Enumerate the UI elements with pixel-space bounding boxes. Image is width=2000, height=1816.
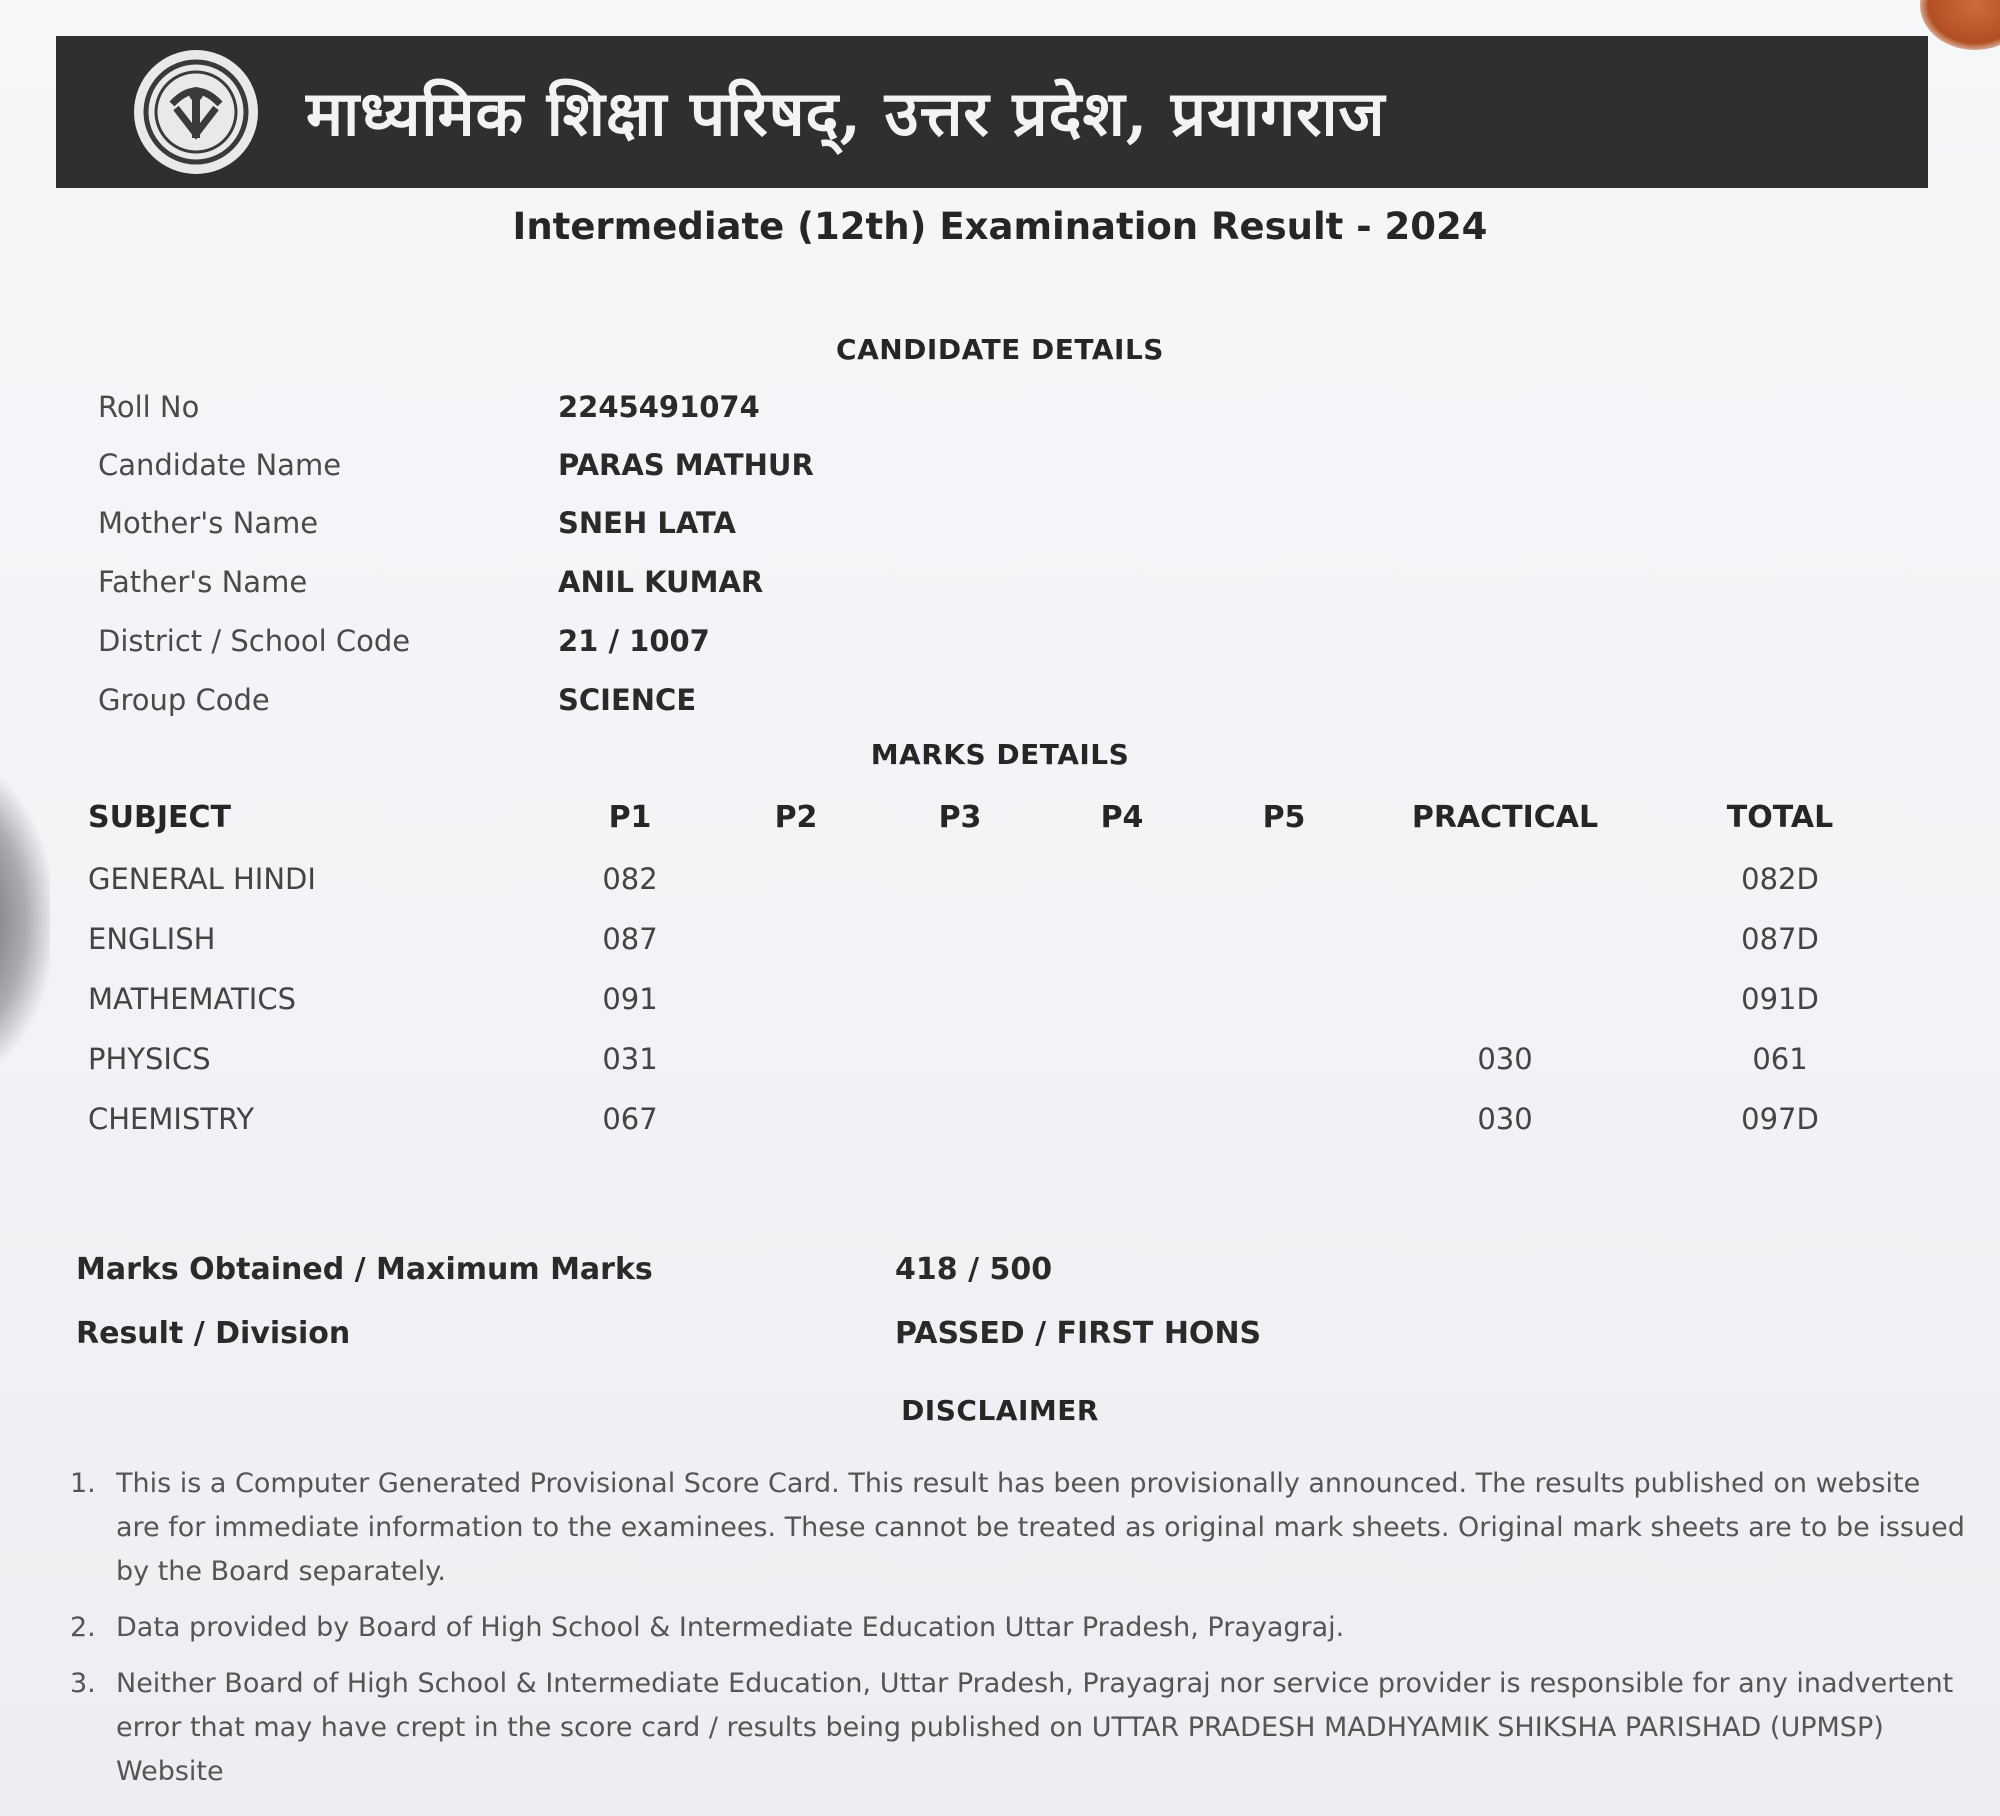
header-p1: P1	[608, 800, 652, 835]
candidate-label: District / School Code	[98, 624, 411, 658]
candidate-row	[0, 624, 2000, 664]
finger-shadow	[0, 760, 50, 1080]
marks-obtained-value: 418 / 500	[895, 1252, 1053, 1287]
disclaimer-number: 3.	[70, 1668, 96, 1699]
marks-header-row	[0, 800, 2000, 844]
total-cell: 091D	[1741, 982, 1819, 1016]
exam-title: Intermediate (12th) Examination Result - 2024	[512, 205, 1488, 248]
header-p5: P5	[1262, 800, 1306, 835]
header-banner	[56, 36, 1928, 188]
total-cell: 082D	[1741, 862, 1819, 896]
result-division-label: Result / Division	[76, 1316, 351, 1351]
candidate-value: SCIENCE	[558, 683, 697, 717]
header-p3: P3	[938, 800, 982, 835]
candidate-value: PARAS MATHUR	[558, 448, 814, 482]
candidate-value: SNEH LATA	[558, 506, 736, 540]
total-cell: 061	[1752, 1042, 1808, 1076]
candidate-label: Mother's Name	[98, 506, 319, 540]
table-row	[0, 1102, 2000, 1146]
list-item	[70, 1662, 1970, 1794]
subject-cell: GENERAL HINDI	[88, 862, 316, 896]
disclaimer-text: Data provided by Board of High School & Intermediate Education Uttar Pradesh, Prayagraj.	[116, 1612, 1345, 1643]
p1-cell: 031	[602, 1042, 658, 1076]
practical-cell: 030	[1477, 1102, 1533, 1136]
disclaimer-number: 2.	[70, 1612, 96, 1643]
candidate-label: Roll No	[98, 390, 200, 424]
candidate-value: 21 / 1007	[558, 624, 710, 658]
p1-cell: 067	[602, 1102, 658, 1136]
table-row	[0, 1042, 2000, 1086]
list-item	[70, 1462, 1970, 1594]
upmsp-emblem-icon	[132, 48, 260, 176]
disclaimer-title: DISCLAIMER	[901, 1394, 1099, 1427]
header-subject: SUBJECT	[88, 800, 231, 835]
total-cell: 097D	[1741, 1102, 1819, 1136]
candidate-label: Candidate Name	[98, 448, 342, 482]
subject-cell: CHEMISTRY	[88, 1102, 255, 1136]
result-division-value: PASSED / FIRST HONS	[895, 1316, 1262, 1351]
candidate-row	[0, 390, 2000, 430]
candidate-details-title: CANDIDATE DETAILS	[836, 333, 1164, 366]
p1-cell: 082	[602, 862, 658, 896]
header-p4: P4	[1100, 800, 1144, 835]
disclaimer-text: Neither Board of High School & Intermediate Education, Uttar Pradesh, Prayagraj nor service provider is responsible for any inadvertent error that may have crept in the score card / results being published on UTTAR PRADESH MADHYAMIK SHIKSHA PARISHAD (UPMSP) Website	[116, 1668, 1954, 1787]
candidate-label: Group Code	[98, 683, 270, 717]
practical-cell: 030	[1477, 1042, 1533, 1076]
disclaimer-list	[70, 1462, 1970, 1806]
total-cell: 087D	[1741, 922, 1819, 956]
header-practical: PRACTICAL	[1411, 800, 1599, 835]
thumb-corner	[1920, 0, 2000, 50]
table-row	[0, 922, 2000, 966]
candidate-row	[0, 506, 2000, 546]
candidate-row	[0, 683, 2000, 723]
disclaimer-number: 1.	[70, 1468, 96, 1499]
result-summary-row	[0, 1316, 2000, 1360]
candidate-label: Father's Name	[98, 565, 308, 599]
board-name: माध्यमिक शिक्षा परिषद्, उत्तर प्रदेश, प्रयागराज	[306, 77, 1386, 150]
subject-cell: ENGLISH	[88, 922, 216, 956]
marks-obtained-label: Marks Obtained / Maximum Marks	[76, 1252, 653, 1287]
subject-cell: PHYSICS	[88, 1042, 211, 1076]
candidate-row	[0, 448, 2000, 488]
p1-cell: 091	[602, 982, 658, 1016]
candidate-row	[0, 565, 2000, 605]
marks-details-title: MARKS DETAILS	[870, 738, 1130, 771]
table-row	[0, 862, 2000, 906]
p1-cell: 087	[602, 922, 658, 956]
disclaimer-text: This is a Computer Generated Provisional Score Card. This result has been provisionally announced. The results published on website are for immediate information to the examinees. These cannot be treated as original mark sheets. Original mark sheets are to be issued by the Board separately.	[116, 1468, 1965, 1587]
candidate-value: 2245491074	[558, 390, 760, 424]
list-item	[70, 1606, 1970, 1650]
header-p2: P2	[774, 800, 818, 835]
candidate-value: ANIL KUMAR	[558, 565, 764, 599]
header-total: TOTAL	[1726, 800, 1834, 835]
subject-cell: MATHEMATICS	[88, 982, 296, 1016]
marks-summary-row	[0, 1252, 2000, 1296]
table-row	[0, 982, 2000, 1026]
